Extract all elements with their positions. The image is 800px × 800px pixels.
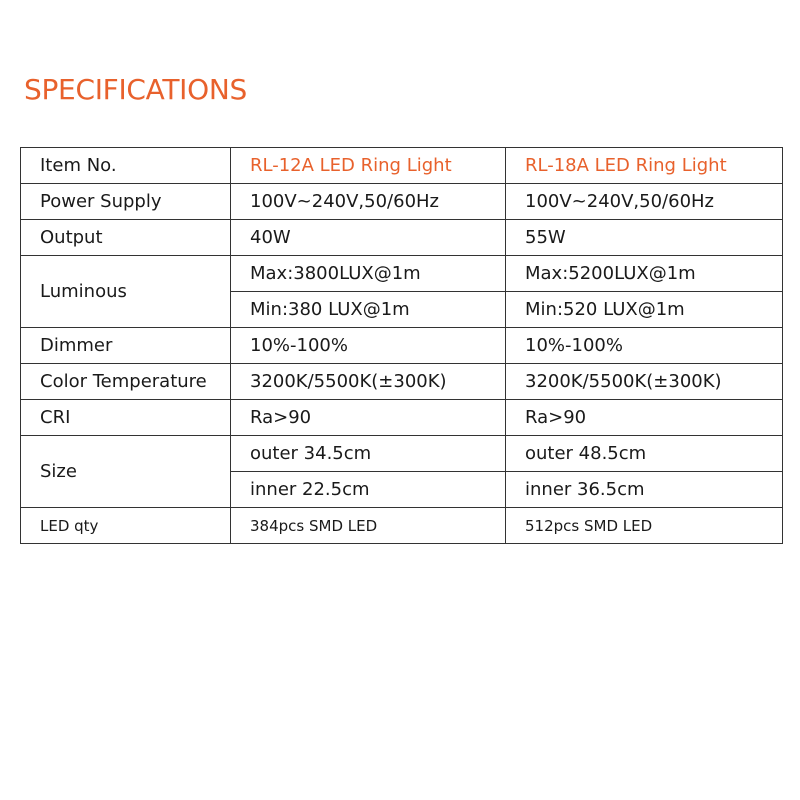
cell-color-temperature-rl-12a: 3200K/5500K(±300K): [231, 364, 506, 400]
cell-cri-rl-12a: Ra>90: [231, 400, 506, 436]
cell-cri-rl-18a: Ra>90: [506, 400, 783, 436]
table-row-luminous-max: [21, 256, 783, 292]
model-header-rl-12a: RL-12A LED Ring Light: [231, 148, 506, 184]
cell-size-outer-rl-18a: outer 48.5cm: [506, 436, 783, 472]
cell-color-temperature-rl-18a: 3200K/5500K(±300K): [506, 364, 783, 400]
row-label-output: Output: [21, 220, 231, 256]
table-row-item-no: [21, 148, 783, 184]
cell-dimmer-rl-18a: 10%-100%: [506, 328, 783, 364]
row-label-led-qty: LED qty: [21, 508, 231, 544]
cell-luminous-max-rl-12a: Max:3800LUX@1m: [231, 256, 506, 292]
cell-size-outer-rl-12a: outer 34.5cm: [231, 436, 506, 472]
table-row-color-temperature: [21, 364, 783, 400]
table-row-power-supply: [21, 184, 783, 220]
cell-size-inner-rl-12a: inner 22.5cm: [231, 472, 506, 508]
cell-led-qty-rl-12a: 384pcs SMD LED: [231, 508, 506, 544]
table-row-size-outer: [21, 436, 783, 472]
row-label-cri: CRI: [21, 400, 231, 436]
table-row-output: [21, 220, 783, 256]
cell-power-supply-rl-18a: 100V~240V,50/60Hz: [506, 184, 783, 220]
row-label-power-supply: Power Supply: [21, 184, 231, 220]
cell-luminous-min-rl-18a: Min:520 LUX@1m: [506, 292, 783, 328]
row-label-size: Size: [21, 436, 231, 508]
cell-output-rl-18a: 55W: [506, 220, 783, 256]
specifications-table: [20, 147, 783, 544]
table-row-dimmer: [21, 328, 783, 364]
row-label-color-temperature: Color Temperature: [21, 364, 231, 400]
table-row-led-qty: [21, 508, 783, 544]
row-label-dimmer: Dimmer: [21, 328, 231, 364]
cell-luminous-max-rl-18a: Max:5200LUX@1m: [506, 256, 783, 292]
model-header-rl-18a: RL-18A LED Ring Light: [506, 148, 783, 184]
cell-size-inner-rl-18a: inner 36.5cm: [506, 472, 783, 508]
cell-luminous-min-rl-12a: Min:380 LUX@1m: [231, 292, 506, 328]
row-label-luminous: Luminous: [21, 256, 231, 328]
cell-power-supply-rl-12a: 100V~240V,50/60Hz: [231, 184, 506, 220]
page-title: SPECIFICATIONS: [24, 73, 247, 106]
cell-dimmer-rl-12a: 10%-100%: [231, 328, 506, 364]
cell-output-rl-12a: 40W: [231, 220, 506, 256]
table-row-cri: [21, 400, 783, 436]
cell-led-qty-rl-18a: 512pcs SMD LED: [506, 508, 783, 544]
row-label-item-no: Item No.: [21, 148, 231, 184]
